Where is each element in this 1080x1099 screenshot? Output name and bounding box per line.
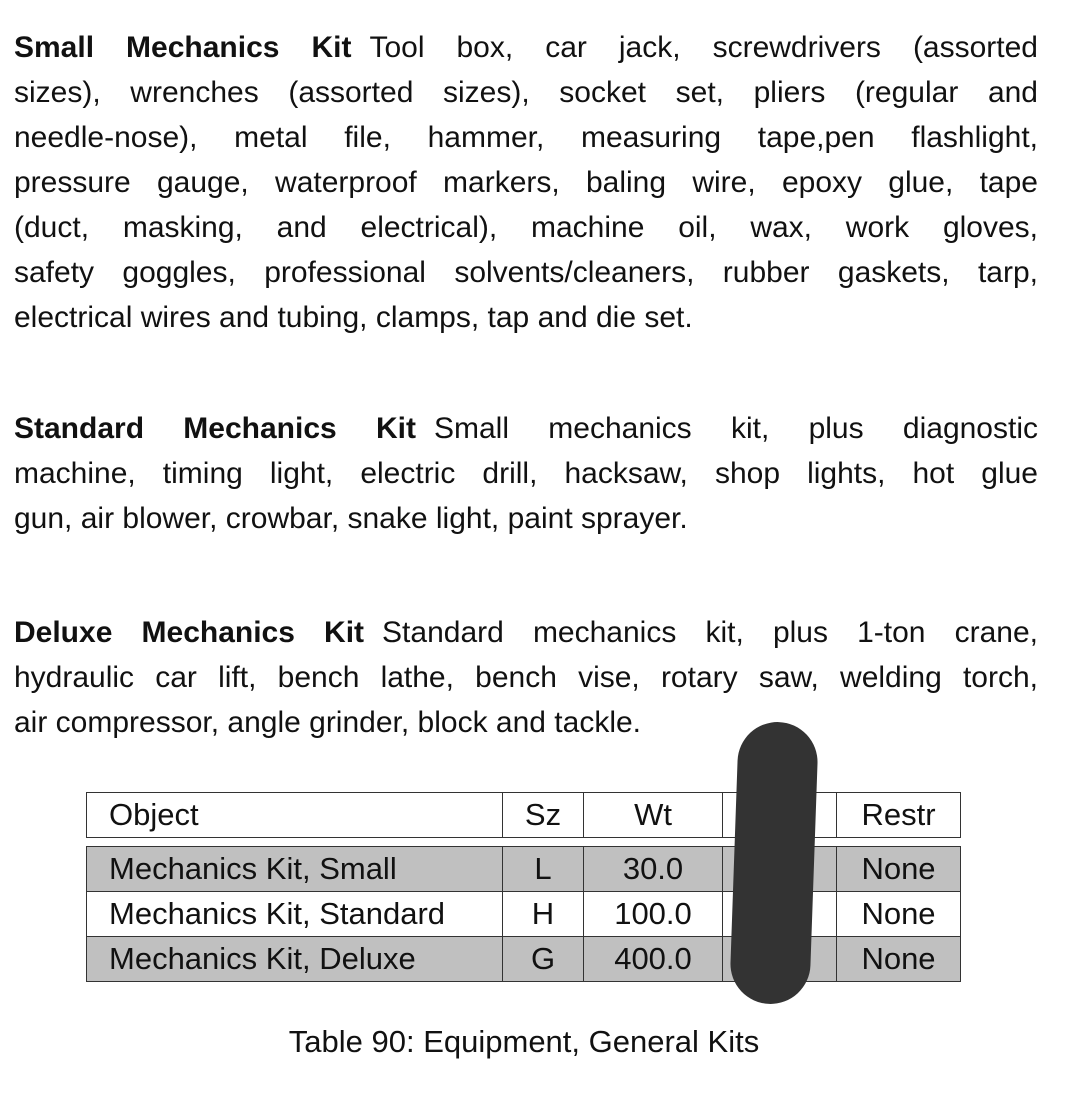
cell-restriction: None — [837, 892, 961, 937]
item-title: Standard Mechanics Kit — [14, 412, 416, 445]
text-line: hydraulic car lift, bench lathe, bench vise, rotary saw, welding torch, — [14, 661, 1038, 694]
header-size: Sz — [503, 793, 584, 838]
cell-weight: 30.0 — [584, 847, 723, 892]
text-line: Standard Mechanics Kit Small mechanics kit, plus diagnostic — [14, 412, 1038, 445]
item-title: Deluxe Mechanics Kit — [14, 616, 365, 649]
text-line: pressure gauge, waterproof markers, baling wire, epoxy glue, tape — [14, 166, 1038, 199]
text-line: Deluxe Mechanics Kit Standard mechanics kit, plus 1-ton crane, — [14, 616, 1039, 649]
text-line: Small Mechanics Kit Tool box, car jack, screwdrivers (assorted — [14, 31, 1038, 64]
cell-size: G — [503, 937, 584, 982]
text-line: machine, timing light, electric drill, hacksaw, shop lights, hot glue — [14, 457, 1038, 490]
cell-size: H — [503, 892, 584, 937]
cell-weight: 100.0 — [584, 892, 723, 937]
header-restriction: Restr — [837, 793, 961, 838]
cell-size: L — [503, 847, 584, 892]
cell-weight: 400.0 — [584, 937, 723, 982]
paragraph-deluxe-mechanics-kit — [14, 610, 1038, 745]
text-line: safety goggles, professional solvents/cleaners, rubber gaskets, tarp, — [14, 256, 1038, 289]
text-line: electrical wires and tubing, clamps, tap and die set. — [14, 301, 693, 334]
paragraph-small-mechanics-kit — [14, 25, 1038, 340]
text-line: sizes), wrenches (assorted sizes), socket set, pliers (regular and — [14, 76, 1038, 109]
text-line: (duct, masking, and electrical), machine oil, wax, work gloves, — [14, 211, 1038, 244]
equipment-table — [86, 792, 961, 982]
text-line: gun, air blower, crowbar, snake light, paint sprayer. — [14, 502, 688, 535]
table-header-row — [87, 793, 961, 838]
table-caption: Table 90: Equipment, General Kits — [288, 1024, 760, 1059]
text-line: air compressor, angle grinder, block and tackle. — [14, 706, 641, 739]
table-row — [87, 847, 961, 892]
cell-restriction: None — [837, 937, 961, 982]
header-weight: Wt — [584, 793, 723, 838]
cell-object: Mechanics Kit, Standard — [87, 892, 503, 937]
item-title: Small Mechanics Kit — [14, 31, 352, 64]
redaction-mark — [729, 721, 819, 1006]
table-row — [87, 937, 961, 982]
cell-restriction: None — [837, 847, 961, 892]
table-row — [87, 892, 961, 937]
paragraph-standard-mechanics-kit — [14, 406, 1038, 541]
text-line: needle-nose), metal file, hammer, measuring tape,pen flashlight, — [14, 121, 1038, 154]
cell-object: Mechanics Kit, Deluxe — [87, 937, 503, 982]
cell-object: Mechanics Kit, Small — [87, 847, 503, 892]
header-object: Object — [87, 793, 503, 838]
